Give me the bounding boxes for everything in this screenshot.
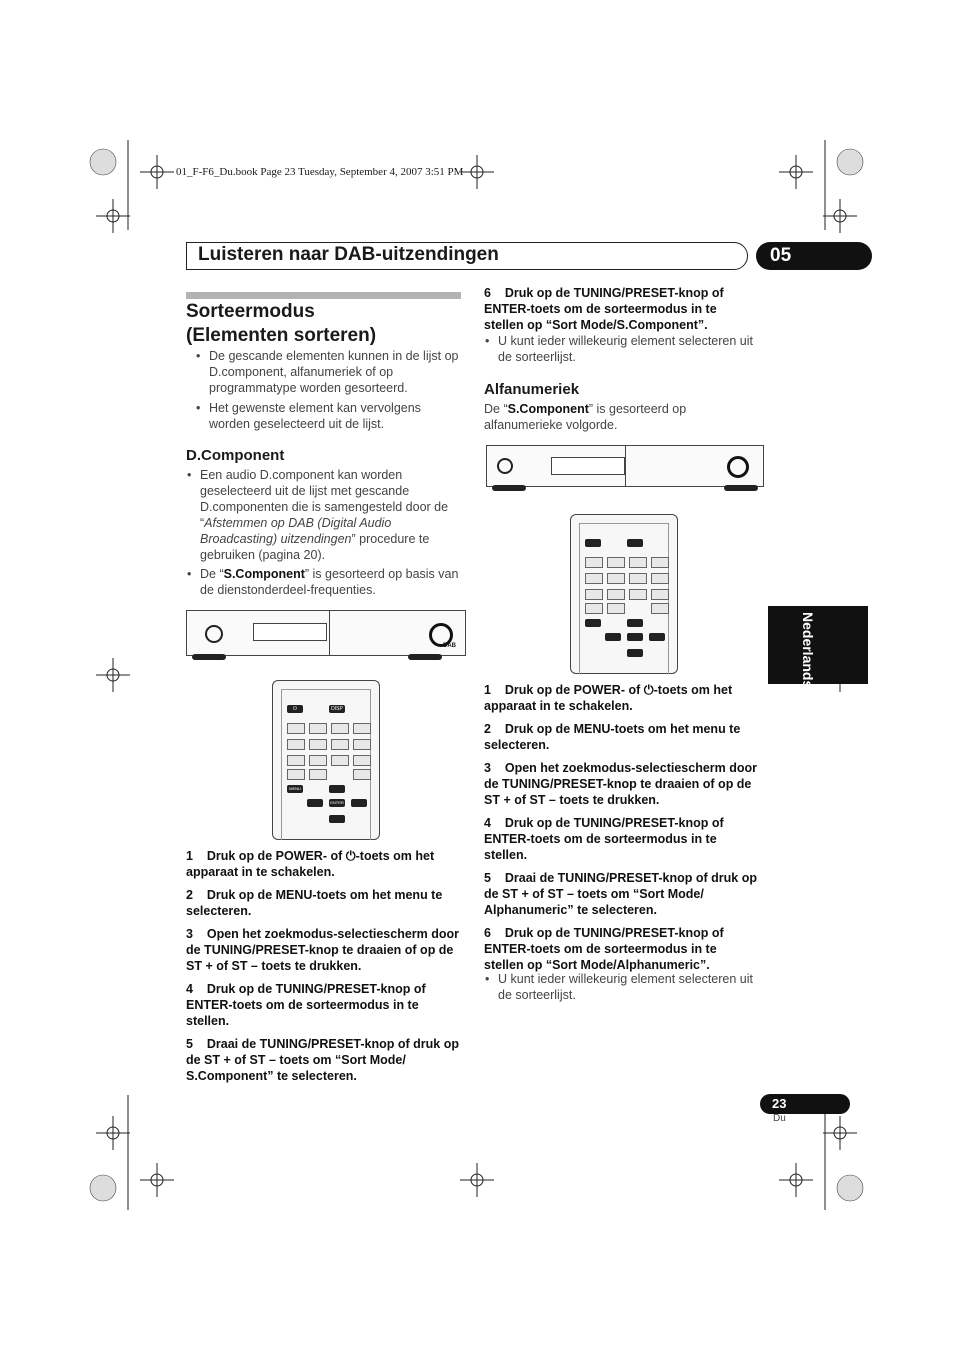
device-foot-left [192, 654, 226, 660]
step-text: Draai de TUNING/PRESET-knop of druk op de ST + of ST – toets om “Sort Mode/ Alphanumeric” te selecteren. [484, 871, 757, 917]
alfanumeriek-text [484, 401, 744, 433]
remote-key [309, 739, 327, 750]
remote-key [331, 723, 349, 734]
dcomponent-bullet-2 [200, 566, 462, 598]
remote-key [651, 557, 669, 568]
step-number: 2 [484, 722, 491, 736]
remote-key [651, 589, 669, 600]
remote-key [353, 755, 371, 766]
tuning-knob-icon [727, 456, 749, 478]
device-foot-right [724, 485, 758, 491]
dcomponent-bullet-2-strong: S.Component [223, 567, 305, 581]
tuner-device-illustration-2 [486, 445, 764, 487]
device-divider [625, 446, 626, 486]
left-step-1 [186, 848, 461, 880]
remote-key [585, 589, 603, 600]
step-number: 3 [186, 927, 193, 941]
remote-key [353, 723, 371, 734]
remote-menu-key [585, 619, 601, 627]
remote-key [607, 573, 625, 584]
step-number: 6 [484, 926, 491, 940]
dcomponent-bullet-2-a: De “ [200, 567, 224, 581]
right-step-6-sc [484, 285, 759, 333]
step-number: 5 [484, 871, 491, 885]
file-info: 01_F-F6_Du.book Page 23 Tuesday, September 4, 2007 3:51 PM [176, 166, 464, 178]
remote-key [585, 603, 603, 614]
power-knob-icon [497, 458, 513, 474]
remote-key [309, 723, 327, 734]
remote-key [651, 573, 669, 584]
section-title-line-2: (Elementen sorteren) [186, 325, 377, 346]
remote-key [585, 573, 603, 584]
section-rule [186, 292, 461, 299]
remote-key [309, 755, 327, 766]
step-number: 6 [484, 286, 491, 300]
remote-st-minus-icon [605, 633, 621, 641]
step-6-note: • U kunt ieder willekeurig element selecteren uit de sorteerlijst. [498, 333, 760, 365]
right-steps [484, 682, 759, 973]
language-side-tab [768, 606, 868, 684]
step-text: Druk op de POWER- of ⏻-toets om het apparaat in te schakelen. [484, 683, 733, 713]
remote-key [287, 723, 305, 734]
end-note: • U kunt ieder willekeurig element selecteren uit de sorteerlijst. [498, 971, 760, 1003]
alfa-text-strong: S.Component [507, 402, 589, 416]
device-divider [329, 611, 330, 655]
step-text: Druk op de MENU-toets om het menu te selecteren. [484, 722, 741, 752]
dcomponent-heading: D.Component [186, 447, 285, 464]
remote-key [353, 769, 371, 780]
remote-key [287, 755, 305, 766]
step-text: Druk op de TUNING/PRESET-knop of ENTER-toets om de sorteermodus in te stellen op “Sort Mode/S.Component”. [484, 286, 724, 332]
left-step-2 [186, 887, 461, 919]
step-text: Draai de TUNING/PRESET-knop of druk op de ST + of ST – toets om “Sort Mode/ S.Component” te selecteren. [186, 1037, 459, 1083]
dcomponent-bullet-1-a: Een audio D.component kan worden geselecteerd uit de lijst met gescande D.componenten die is samengesteld door de “ [200, 468, 449, 530]
remote-disp-key [627, 539, 643, 547]
step-number: 4 [186, 982, 193, 996]
page-number: 23 [760, 1094, 850, 1114]
step-number: 5 [186, 1037, 193, 1051]
tuner-device-illustration [186, 610, 466, 656]
chapter-badge: 05 [756, 242, 872, 270]
remote-control-illustration-2 [570, 514, 678, 674]
remote-key [353, 739, 371, 750]
right-step-5 [484, 870, 759, 918]
remote-key [331, 739, 349, 750]
remote-st-plus-icon [351, 799, 367, 807]
alfa-text-b: ” is gesorteerd op alfanumerieke volgorde. [484, 402, 687, 432]
remote-tune-down-icon [627, 649, 643, 657]
remote-key [607, 603, 625, 614]
power-knob-icon [205, 625, 223, 643]
remote-key [607, 589, 625, 600]
remote-enter-label: ENTER [330, 800, 344, 805]
section-title [186, 300, 376, 348]
remote-key [309, 769, 327, 780]
right-step-2 [484, 721, 759, 753]
remote-control-illustration [272, 680, 380, 840]
dcomponent-bullet-1-b: ” procedure te gebruiken (pagina 20). [200, 532, 430, 562]
intro-bullet-1: • De gescande elementen kunnen in de lijst op D.component, alfanumeriek of op programmatype worden gesorteerd. [209, 348, 464, 396]
step-text: Druk op de MENU-toets om het menu te selecteren. [186, 888, 443, 918]
remote-disp-label: DISP [329, 705, 345, 713]
left-step-3 [186, 926, 461, 974]
remote-key [629, 573, 647, 584]
step-text: Druk op de POWER- of ⏻-toets om het apparaat in te schakelen. [186, 849, 435, 879]
step-text: Druk op de TUNING/PRESET-knop of ENTER-toets om de sorteermodus in te stellen. [484, 816, 724, 862]
remote-st-minus-icon [307, 799, 323, 807]
step-number: 3 [484, 761, 491, 775]
remote-enter-key [627, 633, 643, 641]
left-step-5 [186, 1036, 461, 1084]
remote-key [585, 557, 603, 568]
step-text: Druk op de TUNING/PRESET-knop of ENTER-toets om de sorteermodus in te stellen. [186, 982, 426, 1028]
alfanumeriek-heading: Alfanumeriek [484, 381, 580, 398]
page-language-code: Du [773, 1113, 786, 1124]
right-step-4 [484, 815, 759, 863]
remote-power-icon: ⏻ [287, 705, 303, 713]
dab-logo: DAB [443, 643, 456, 649]
step-number: 1 [484, 683, 491, 697]
remote-key [651, 603, 669, 614]
remote-menu-label: MENU [287, 785, 303, 793]
device-display [551, 457, 625, 475]
section-title-line-1: Sorteermodus [186, 301, 315, 322]
dcomponent-bullet-2-b: ” is gesorteerd op basis van de dienstonderdeel-frequenties. [200, 567, 459, 597]
remote-tune-down-icon [329, 815, 345, 823]
remote-key [331, 755, 349, 766]
step-number: 4 [484, 816, 491, 830]
step-number: 1 [186, 849, 193, 863]
right-step-1 [484, 682, 759, 714]
step-text: Open het zoekmodus-selectiescherm door de TUNING/PRESET-knop te draaien of op de ST + of ST – toets te drukken. [484, 761, 758, 807]
remote-key [287, 769, 305, 780]
language-side-label: Nederlands [800, 612, 816, 689]
left-step-4 [186, 981, 461, 1029]
remote-st-plus-icon [649, 633, 665, 641]
alfa-text-a: De “ [484, 402, 508, 416]
remote-key [287, 739, 305, 750]
remote-power-icon [585, 539, 601, 547]
remote-tune-up-icon [627, 619, 643, 627]
device-foot-right [408, 654, 442, 660]
remote-tune-up-icon [329, 785, 345, 793]
right-step-3 [484, 760, 759, 808]
intro-bullet-2: • Het gewenste element kan vervolgens worden geselecteerd uit de lijst. [209, 400, 464, 432]
remote-key [607, 557, 625, 568]
remote-key [629, 589, 647, 600]
step-text: Open het zoekmodus-selectiescherm door de TUNING/PRESET-knop te draaien of op de ST + of ST – toets te drukken. [186, 927, 460, 973]
step-number: 2 [186, 888, 193, 902]
right-step-6 [484, 925, 759, 973]
page-header-title: Luisteren naar DAB-uitzendingen [198, 244, 499, 265]
step-text: Druk op de TUNING/PRESET-knop of ENTER-toets om de sorteermodus in te stellen op “Sort Mode/Alphanumeric”. [484, 926, 724, 972]
device-foot-left [492, 485, 526, 491]
device-display [253, 623, 327, 641]
left-steps [186, 848, 461, 1084]
remote-key [629, 557, 647, 568]
dcomponent-bullet-1 [200, 467, 462, 563]
dcomponent-bullet-1-italic: Afstemmen op DAB (Digital Audio Broadcasting) uitzendingen [200, 516, 392, 546]
